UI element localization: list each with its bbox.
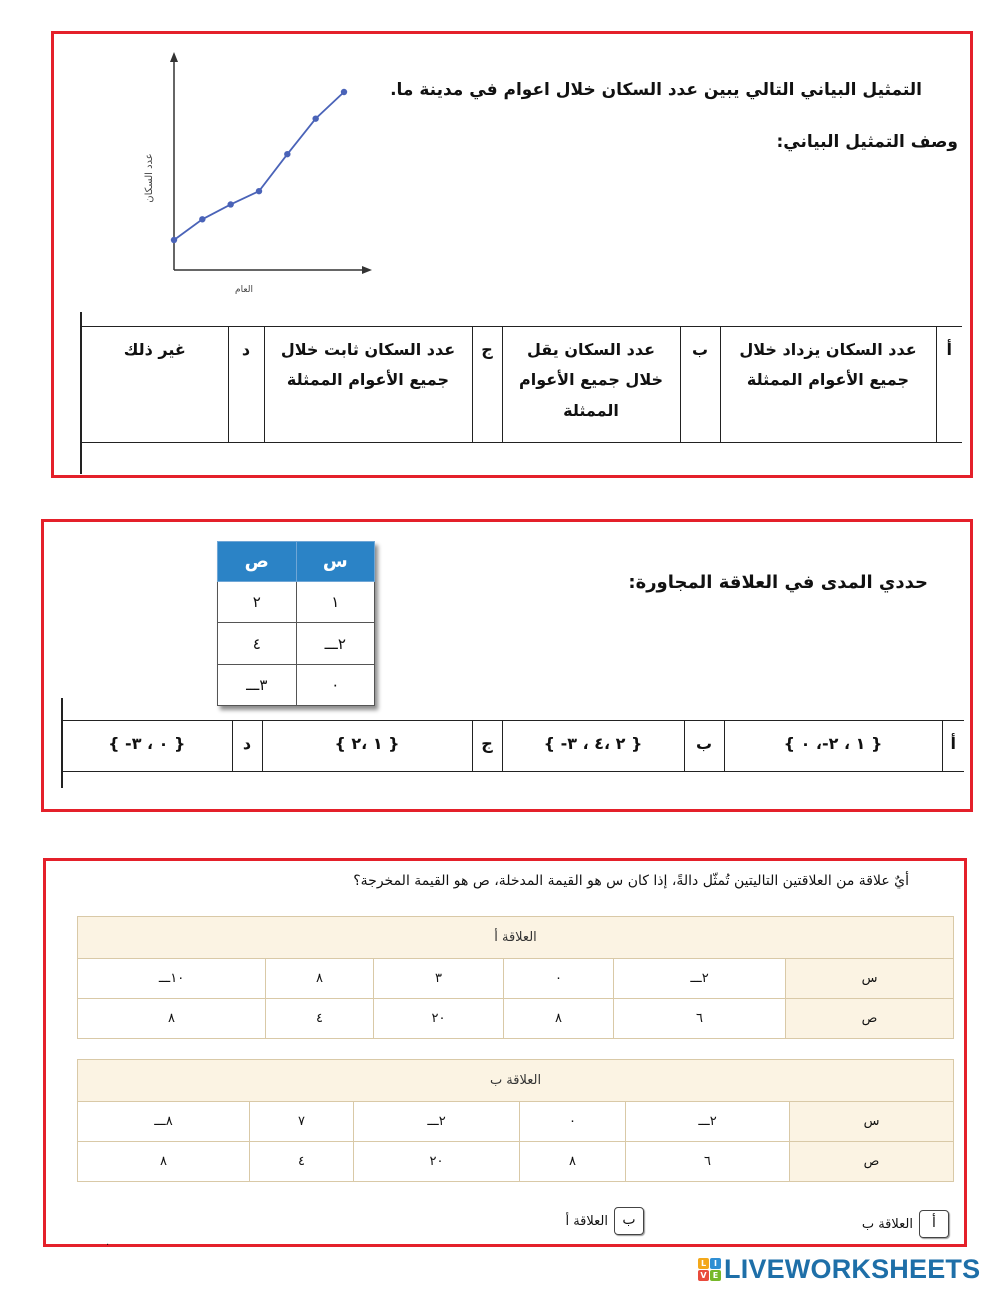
- choice-b-letter[interactable]: ب: [680, 327, 720, 443]
- relation-a-x-cell: ٢ـــ: [614, 959, 786, 999]
- relation-b-y-cell: ٢٠: [354, 1142, 520, 1182]
- relation-b-x-cell: ٠: [520, 1102, 626, 1142]
- choice-b-letter[interactable]: ب: [684, 721, 724, 772]
- logo-letter: E: [710, 1270, 721, 1281]
- chart-xlabel: العام: [235, 285, 253, 295]
- choice-a-letter[interactable]: أ: [942, 721, 964, 772]
- question-2-choices: [62, 720, 964, 772]
- question-2-title: حددي المدى في العلاقة المجاورة:: [628, 572, 928, 593]
- data-point-0: [171, 237, 177, 243]
- question-1-subtitle: وصف التمثيل البياني:: [776, 132, 958, 152]
- data-point-1: [199, 216, 205, 222]
- option-a[interactable]: [862, 1210, 949, 1238]
- relation-b-title: العلاقة ب: [78, 1060, 954, 1102]
- relation-a-x-cell: ٨: [266, 959, 374, 999]
- xy-cell: ٠: [296, 664, 375, 705]
- relation-a-y-cell: ٢٠: [374, 999, 504, 1039]
- choice-a-text[interactable]: عدد السكان يزداد خلال جميع الأعوام الممثلة: [720, 327, 936, 443]
- relation-b-x-cell: ٢ـــ: [626, 1102, 790, 1142]
- relation-a-y-cell: ٨: [504, 999, 614, 1039]
- option-b[interactable]: [565, 1207, 644, 1235]
- data-point-3: [256, 188, 262, 194]
- data-point-6: [341, 89, 347, 95]
- relation-a-x-cell: ٠: [504, 959, 614, 999]
- relation-b-x-cell: ٨ـــ: [78, 1102, 250, 1142]
- relation-b-y-cell: ٦: [626, 1142, 790, 1182]
- relation-a-table: [77, 916, 954, 1039]
- population-line-chart: [134, 48, 374, 298]
- data-point-4: [284, 151, 290, 157]
- logo-letter: L: [698, 1258, 709, 1269]
- relation-a-x-cell: ٣: [374, 959, 504, 999]
- choice-d-text[interactable]: { ٠ ، ٣- }: [108, 734, 186, 753]
- option-a-text: العلاقة ب: [861, 1216, 913, 1232]
- question-1-title: التمثيل البياني التالي يبين عدد السكان خلال اعوام في مدينة ما.: [390, 80, 922, 100]
- relation-b-y-cell: ٨: [78, 1142, 250, 1182]
- relation-b-x-cell: ٢ـــ: [354, 1102, 520, 1142]
- relation-a-y-cell: ٦: [614, 999, 786, 1039]
- chart-ylabel: عدد السكان: [144, 153, 155, 203]
- choice-c-text[interactable]: { ١ ،٢ }: [262, 721, 472, 772]
- question-1-choices: [82, 326, 962, 443]
- xy-cell: ٣ـــ: [218, 664, 297, 705]
- relation-b-x-cell: ٧: [250, 1102, 354, 1142]
- xy-header-x: س: [296, 542, 375, 582]
- choice-d-letter[interactable]: د: [232, 721, 262, 772]
- question-3-frame: [43, 858, 967, 1247]
- logo-letter: I: [710, 1258, 721, 1269]
- relation-b-table: [77, 1059, 954, 1182]
- option-b-text: العلاقة أ: [565, 1213, 608, 1229]
- question-2-frame: [41, 519, 973, 812]
- relation-a-y-label: ص: [786, 999, 954, 1039]
- question-3-title: أيٌ علاقة من العلاقتين التاليتين تُمثّل دالةً، إذا كان س هو القيمة المدخلة، ص هو القيمة المخرجة؟: [353, 873, 909, 889]
- xy-cell: ٤: [218, 623, 297, 664]
- relation-b-y-cell: ٨: [520, 1142, 626, 1182]
- relation-a-title: العلاقة أ: [78, 917, 954, 959]
- stray-dot: .: [106, 1237, 110, 1248]
- choice-c-letter[interactable]: ج: [472, 721, 502, 772]
- relation-xy-table: [217, 541, 375, 706]
- relation-b-x-label: س: [790, 1102, 954, 1142]
- relation-a-y-cell: ٨: [78, 999, 266, 1039]
- logo-letter: V: [698, 1270, 709, 1281]
- relation-b-y-label: ص: [790, 1142, 954, 1182]
- relation-a-y-cell: ٤: [266, 999, 374, 1039]
- choice-d-text[interactable]: غير ذلك: [123, 340, 186, 359]
- liveworksheets-logo: [698, 1254, 980, 1285]
- xy-cell: ٢ـــ: [296, 623, 375, 664]
- chart-x-axis-arrow: [362, 266, 372, 274]
- option-b-letter[interactable]: ب: [614, 1207, 644, 1235]
- choice-a-text[interactable]: { ١ ، ٢-، ٠ }: [724, 721, 942, 772]
- relation-a-x-label: س: [786, 959, 954, 999]
- choice-d-letter[interactable]: د: [228, 327, 264, 443]
- logo-mark-icon: [698, 1258, 721, 1281]
- question-1-frame: [51, 31, 973, 478]
- choice-a-letter[interactable]: أ: [936, 327, 962, 443]
- data-point-2: [227, 201, 233, 207]
- xy-cell: ٢: [218, 582, 297, 623]
- choice-b-text[interactable]: { ٢ ،٤ ، ٣- }: [502, 721, 684, 772]
- xy-header-y: ص: [218, 542, 297, 582]
- brand-name: LIVEWORKSHEETS: [724, 1254, 981, 1284]
- data-point-5: [312, 115, 318, 121]
- relation-a-x-cell: ١٠ـــ: [78, 959, 266, 999]
- choice-b-text[interactable]: عدد السكان يقل خلال جميع الأعوام الممثلة: [502, 327, 680, 443]
- choice-c-letter[interactable]: ج: [472, 327, 502, 443]
- chart-y-axis-arrow: [170, 52, 178, 62]
- relation-b-y-cell: ٤: [250, 1142, 354, 1182]
- option-a-letter[interactable]: أ: [919, 1210, 949, 1238]
- xy-cell: ١: [296, 582, 375, 623]
- choice-c-text[interactable]: عدد السكان ثابت خلال جميع الأعوام الممثلة: [264, 327, 472, 443]
